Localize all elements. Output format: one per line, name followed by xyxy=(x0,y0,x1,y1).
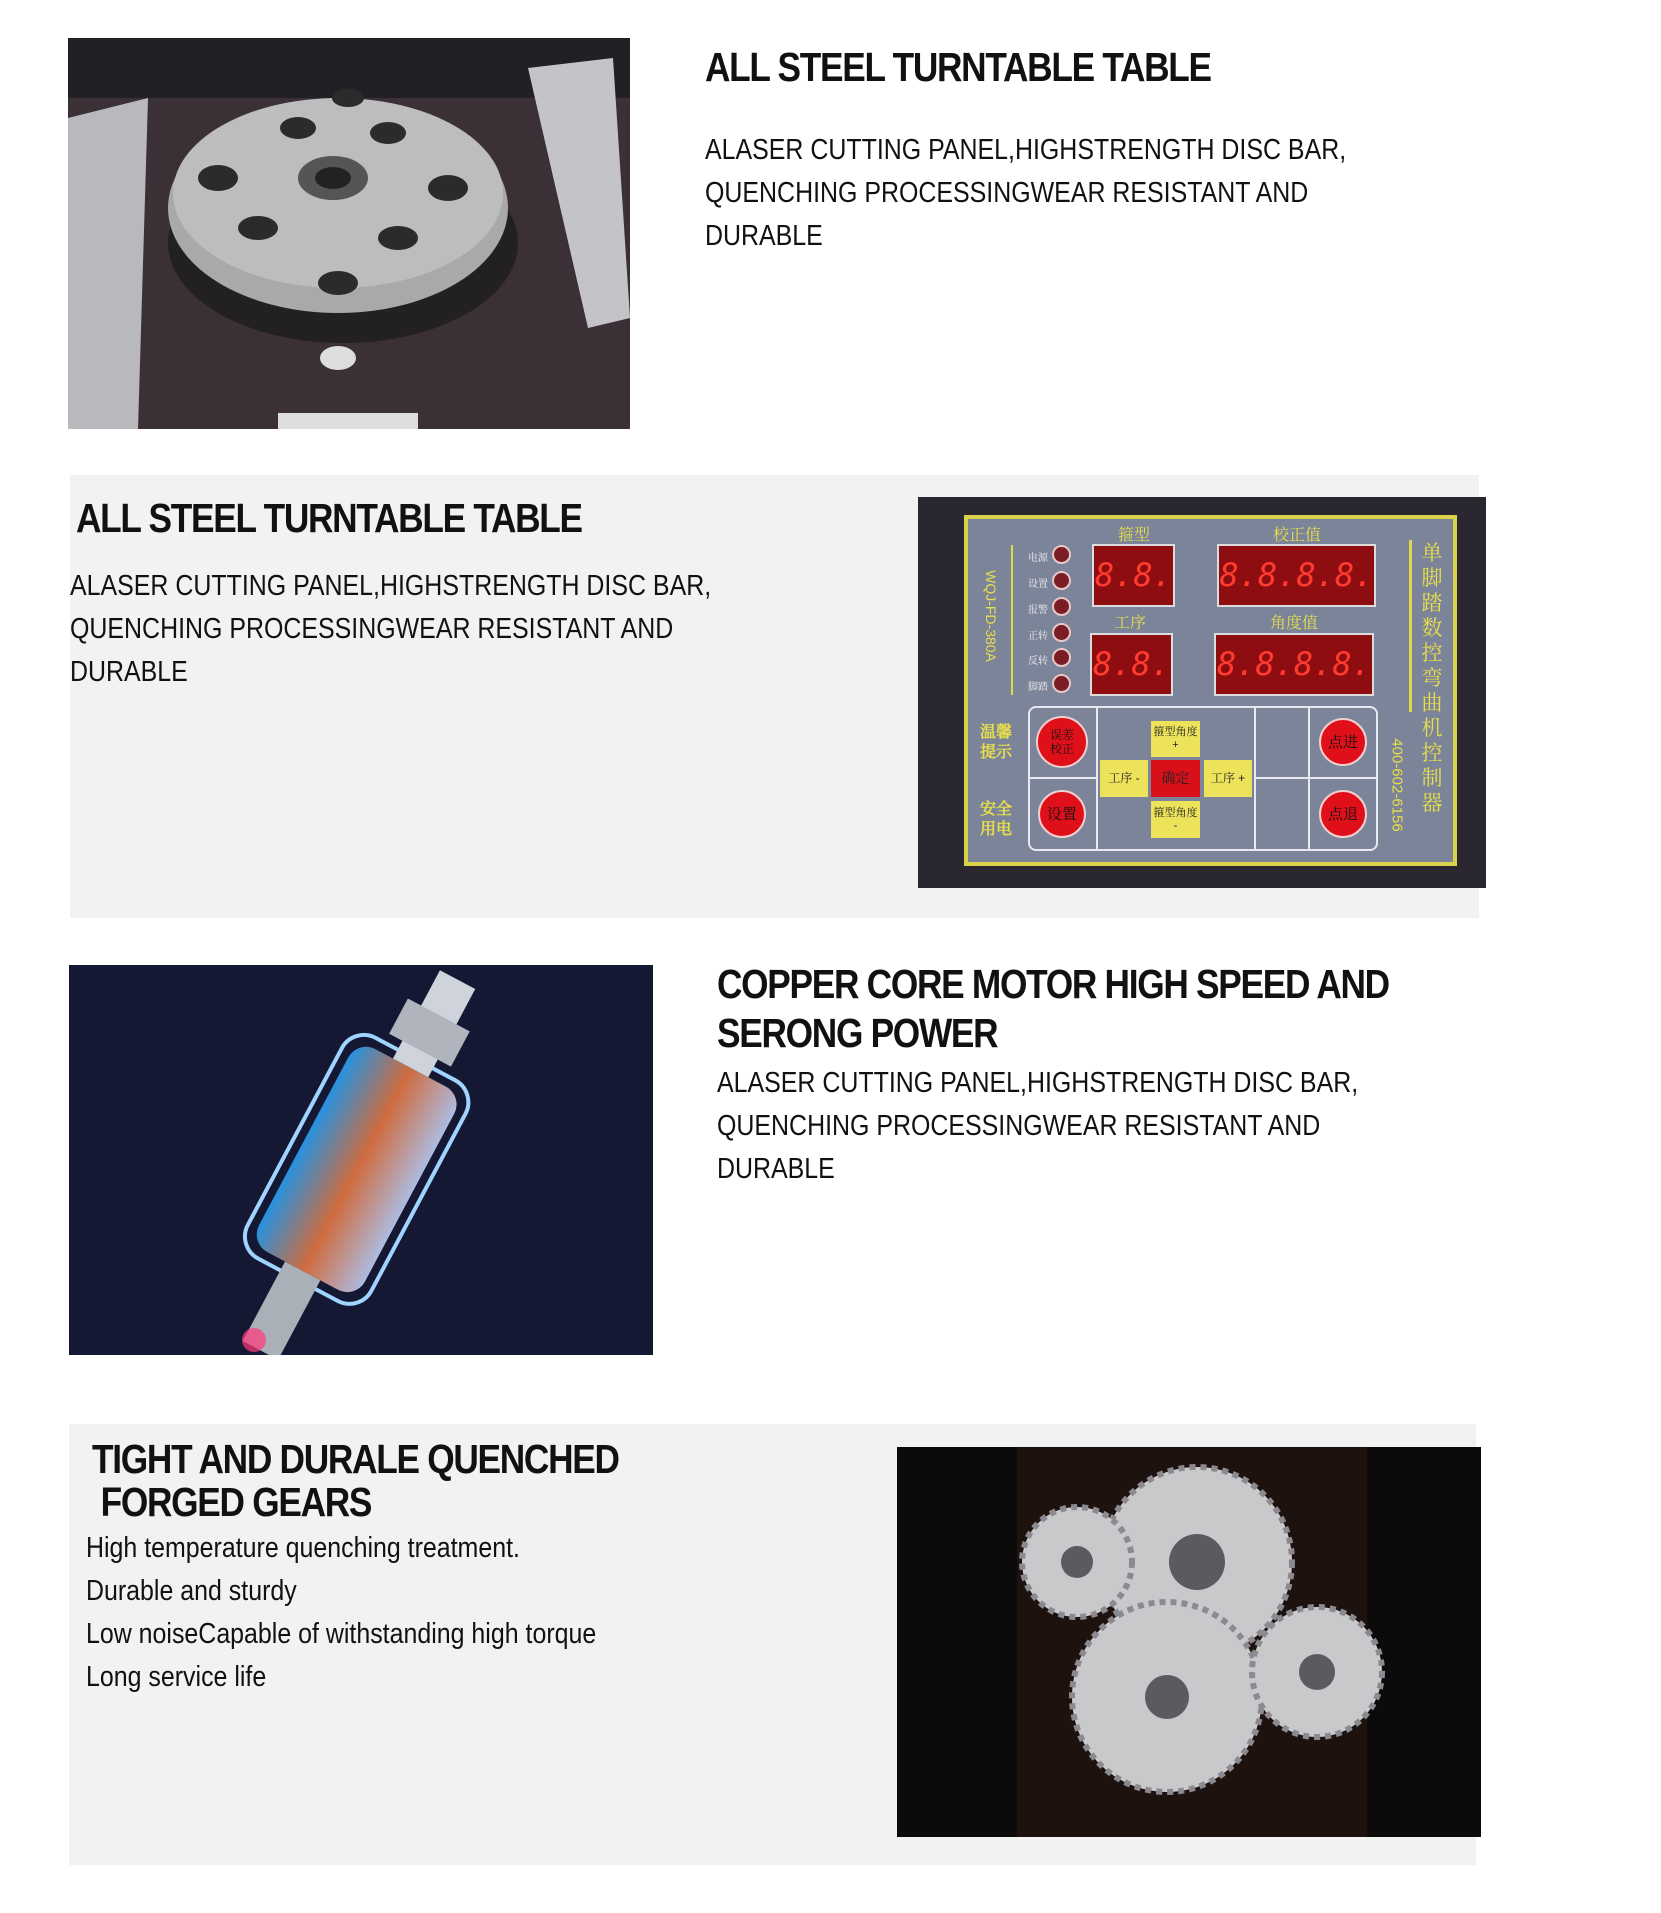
power-led-icon xyxy=(1052,545,1071,564)
reverse-led-icon xyxy=(1052,648,1071,667)
section-2-title xyxy=(76,497,582,540)
title-line: ALL STEEL TURNTABLE TABLE xyxy=(76,495,582,541)
phone-number: 400-602-6156 xyxy=(1388,738,1406,832)
led-label: 脚踏 xyxy=(1028,682,1048,693)
section-3-title xyxy=(717,963,1389,1055)
control-panel-image xyxy=(918,497,1486,888)
body-line: DURABLE xyxy=(717,1153,835,1185)
setting-led-icon xyxy=(1052,571,1071,590)
angle-display: 8.8.8.8. xyxy=(1214,633,1374,696)
display-label: 角度值 xyxy=(1269,615,1318,632)
gears-image xyxy=(897,1447,1481,1837)
motor-image xyxy=(69,965,653,1355)
section-1-title xyxy=(705,46,1211,89)
led-label: 反转 xyxy=(1028,656,1048,667)
alarm-led-icon xyxy=(1052,597,1071,616)
display-label: 校正值 xyxy=(1272,527,1321,544)
step-display: 8.8. xyxy=(1090,633,1173,696)
display-label: 箍型 xyxy=(1117,527,1150,544)
led-label: 报警 xyxy=(1028,605,1048,616)
section-4-title xyxy=(92,1438,619,1524)
body-line: Durable and sturdy xyxy=(86,1575,297,1607)
step-minus-button[interactable]: 工序 - xyxy=(1100,760,1148,797)
angle-minus-button[interactable]: 箍型角度 - xyxy=(1151,801,1200,838)
title-line: TIGHT AND DURALE QUENCHED xyxy=(92,1436,619,1482)
error-correct-button[interactable]: 误差校正 xyxy=(1036,716,1088,768)
section-1-body xyxy=(705,129,1346,258)
confirm-button[interactable]: 确定 xyxy=(1151,760,1200,797)
body-line: Low noiseCapable of withstanding high torque xyxy=(86,1618,597,1650)
divider xyxy=(1096,706,1098,851)
correction-display: 8.8.8.8. xyxy=(1217,544,1376,607)
body-line: DURABLE xyxy=(705,220,823,252)
body-line: High temperature quenching treatment. xyxy=(86,1532,520,1564)
body-line: QUENCHING PROCESSINGWEAR RESISTANT AND xyxy=(717,1110,1321,1142)
product-name: 单脚踏数控弯曲机控制器 xyxy=(1421,542,1443,815)
body-line: Long service life xyxy=(86,1661,267,1693)
notice-safety: 安全用电 xyxy=(980,801,1013,838)
body-line: QUENCHING PROCESSINGWEAR RESISTANT AND xyxy=(705,177,1309,209)
led-label: 正转 xyxy=(1028,631,1048,642)
title-line: FORGED GEARS xyxy=(100,1479,372,1525)
divider xyxy=(1254,777,1378,779)
body-line: ALASER CUTTING PANEL,HIGHSTRENGTH DISC BAR, xyxy=(705,134,1347,166)
turntable-image xyxy=(68,38,630,429)
section-2-body xyxy=(70,565,711,694)
step-plus-button[interactable]: 工序 + xyxy=(1204,760,1252,797)
stirrup-display: 8.8. xyxy=(1092,544,1175,607)
forward-led-icon xyxy=(1052,623,1071,642)
divider xyxy=(1028,777,1096,779)
body-line: QUENCHING PROCESSINGWEAR RESISTANT AND xyxy=(70,613,674,645)
divider xyxy=(1011,545,1013,695)
display-label: 工序 xyxy=(1113,615,1146,632)
model-label: WQJ-FD-380A xyxy=(983,570,999,662)
title-line: COPPER CORE MOTOR HIGH SPEED AND xyxy=(717,961,1389,1007)
jog-forward-button[interactable]: 点进 xyxy=(1319,718,1367,766)
led-label: 电源 xyxy=(1028,553,1048,564)
section-3-body xyxy=(717,1062,1358,1191)
arrow-down-icon xyxy=(1409,540,1412,712)
set-button[interactable]: 设置 xyxy=(1038,790,1086,838)
body-line: ALASER CUTTING PANEL,HIGHSTRENGTH DISC BAR, xyxy=(70,570,712,602)
title-line: SERONG POWER xyxy=(717,1010,998,1056)
title-line: ALL STEEL TURNTABLE TABLE xyxy=(705,44,1211,90)
body-line: ALASER CUTTING PANEL,HIGHSTRENGTH DISC BAR, xyxy=(717,1067,1359,1099)
notice-warm-tip: 温馨提示 xyxy=(980,724,1013,761)
led-label: 设置 xyxy=(1028,579,1048,590)
section-4-body xyxy=(86,1527,596,1699)
pedal-led-icon xyxy=(1052,674,1071,693)
angle-plus-button[interactable]: 箍型角度 + xyxy=(1151,721,1200,757)
jog-back-button[interactable]: 点退 xyxy=(1319,790,1367,838)
body-line: DURABLE xyxy=(70,656,188,688)
